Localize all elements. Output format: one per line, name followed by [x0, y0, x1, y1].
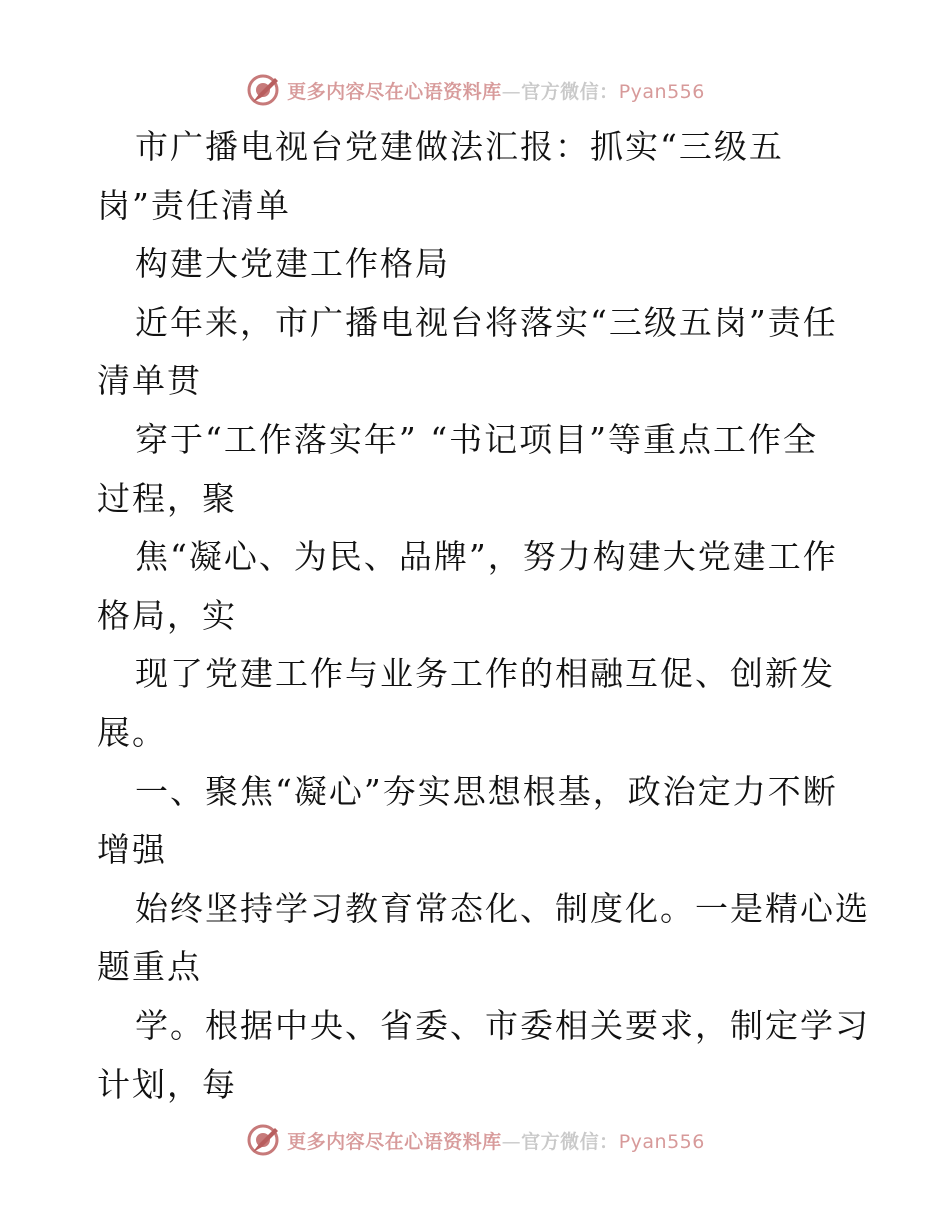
watermark-header — [0, 70, 950, 110]
text-line: 过程，聚 — [97, 478, 237, 518]
watermark-footer — [0, 1120, 950, 1160]
watermark-brand: 更多内容尽在心语资料库 — [287, 1130, 502, 1153]
text-line: 近年来，市广播电视台将落实“三级五岗”责任 — [135, 302, 838, 342]
watermark-handle: Pyan556 — [618, 80, 705, 103]
text-line: 市广播电视台党建做法汇报：抓实“三级五 — [135, 127, 784, 166]
watermark-contact-label: 官方微信： — [521, 80, 619, 103]
watermark-contact-label: 官方微信： — [521, 1130, 619, 1153]
text-line: 穿于“工作落实年” “书记项目”等重点工作全 — [135, 419, 818, 459]
text-line: 题重点 — [97, 947, 202, 987]
pen-logo-icon — [245, 1122, 281, 1158]
watermark-handle: Pyan556 — [618, 1130, 705, 1153]
text-line: 计划，每 — [97, 1064, 237, 1104]
pen-logo-icon — [245, 72, 281, 108]
watermark-dash: — — [501, 80, 522, 103]
watermark-dash: — — [501, 1130, 522, 1153]
text-line: 一、聚焦“凝心”夯实思想根基，政治定力不断 — [135, 771, 838, 811]
text-line: 展。 — [97, 712, 167, 752]
text-line: 学。根据中央、省委、市委相关要求，制定学习 — [135, 1005, 870, 1045]
document-body — [97, 118, 870, 1114]
text-line: 岗”责任清单 — [97, 185, 291, 225]
text-line: 始终坚持学习教育常态化、制度化。一是精心选 — [135, 888, 870, 928]
text-line: 增强 — [97, 830, 167, 870]
watermark-text — [287, 77, 705, 104]
watermark-text — [287, 1127, 705, 1154]
text-line: 焦“凝心、为民、品牌”，努力构建大党建工作 — [135, 537, 838, 577]
text-line: 现了党建工作与业务工作的相融互促、创新发 — [135, 654, 835, 694]
text-line: 构建大党建工作格局 — [135, 244, 450, 284]
watermark-brand: 更多内容尽在心语资料库 — [287, 80, 502, 103]
text-line: 清单贯 — [97, 361, 202, 401]
text-line: 格局，实 — [97, 595, 237, 635]
